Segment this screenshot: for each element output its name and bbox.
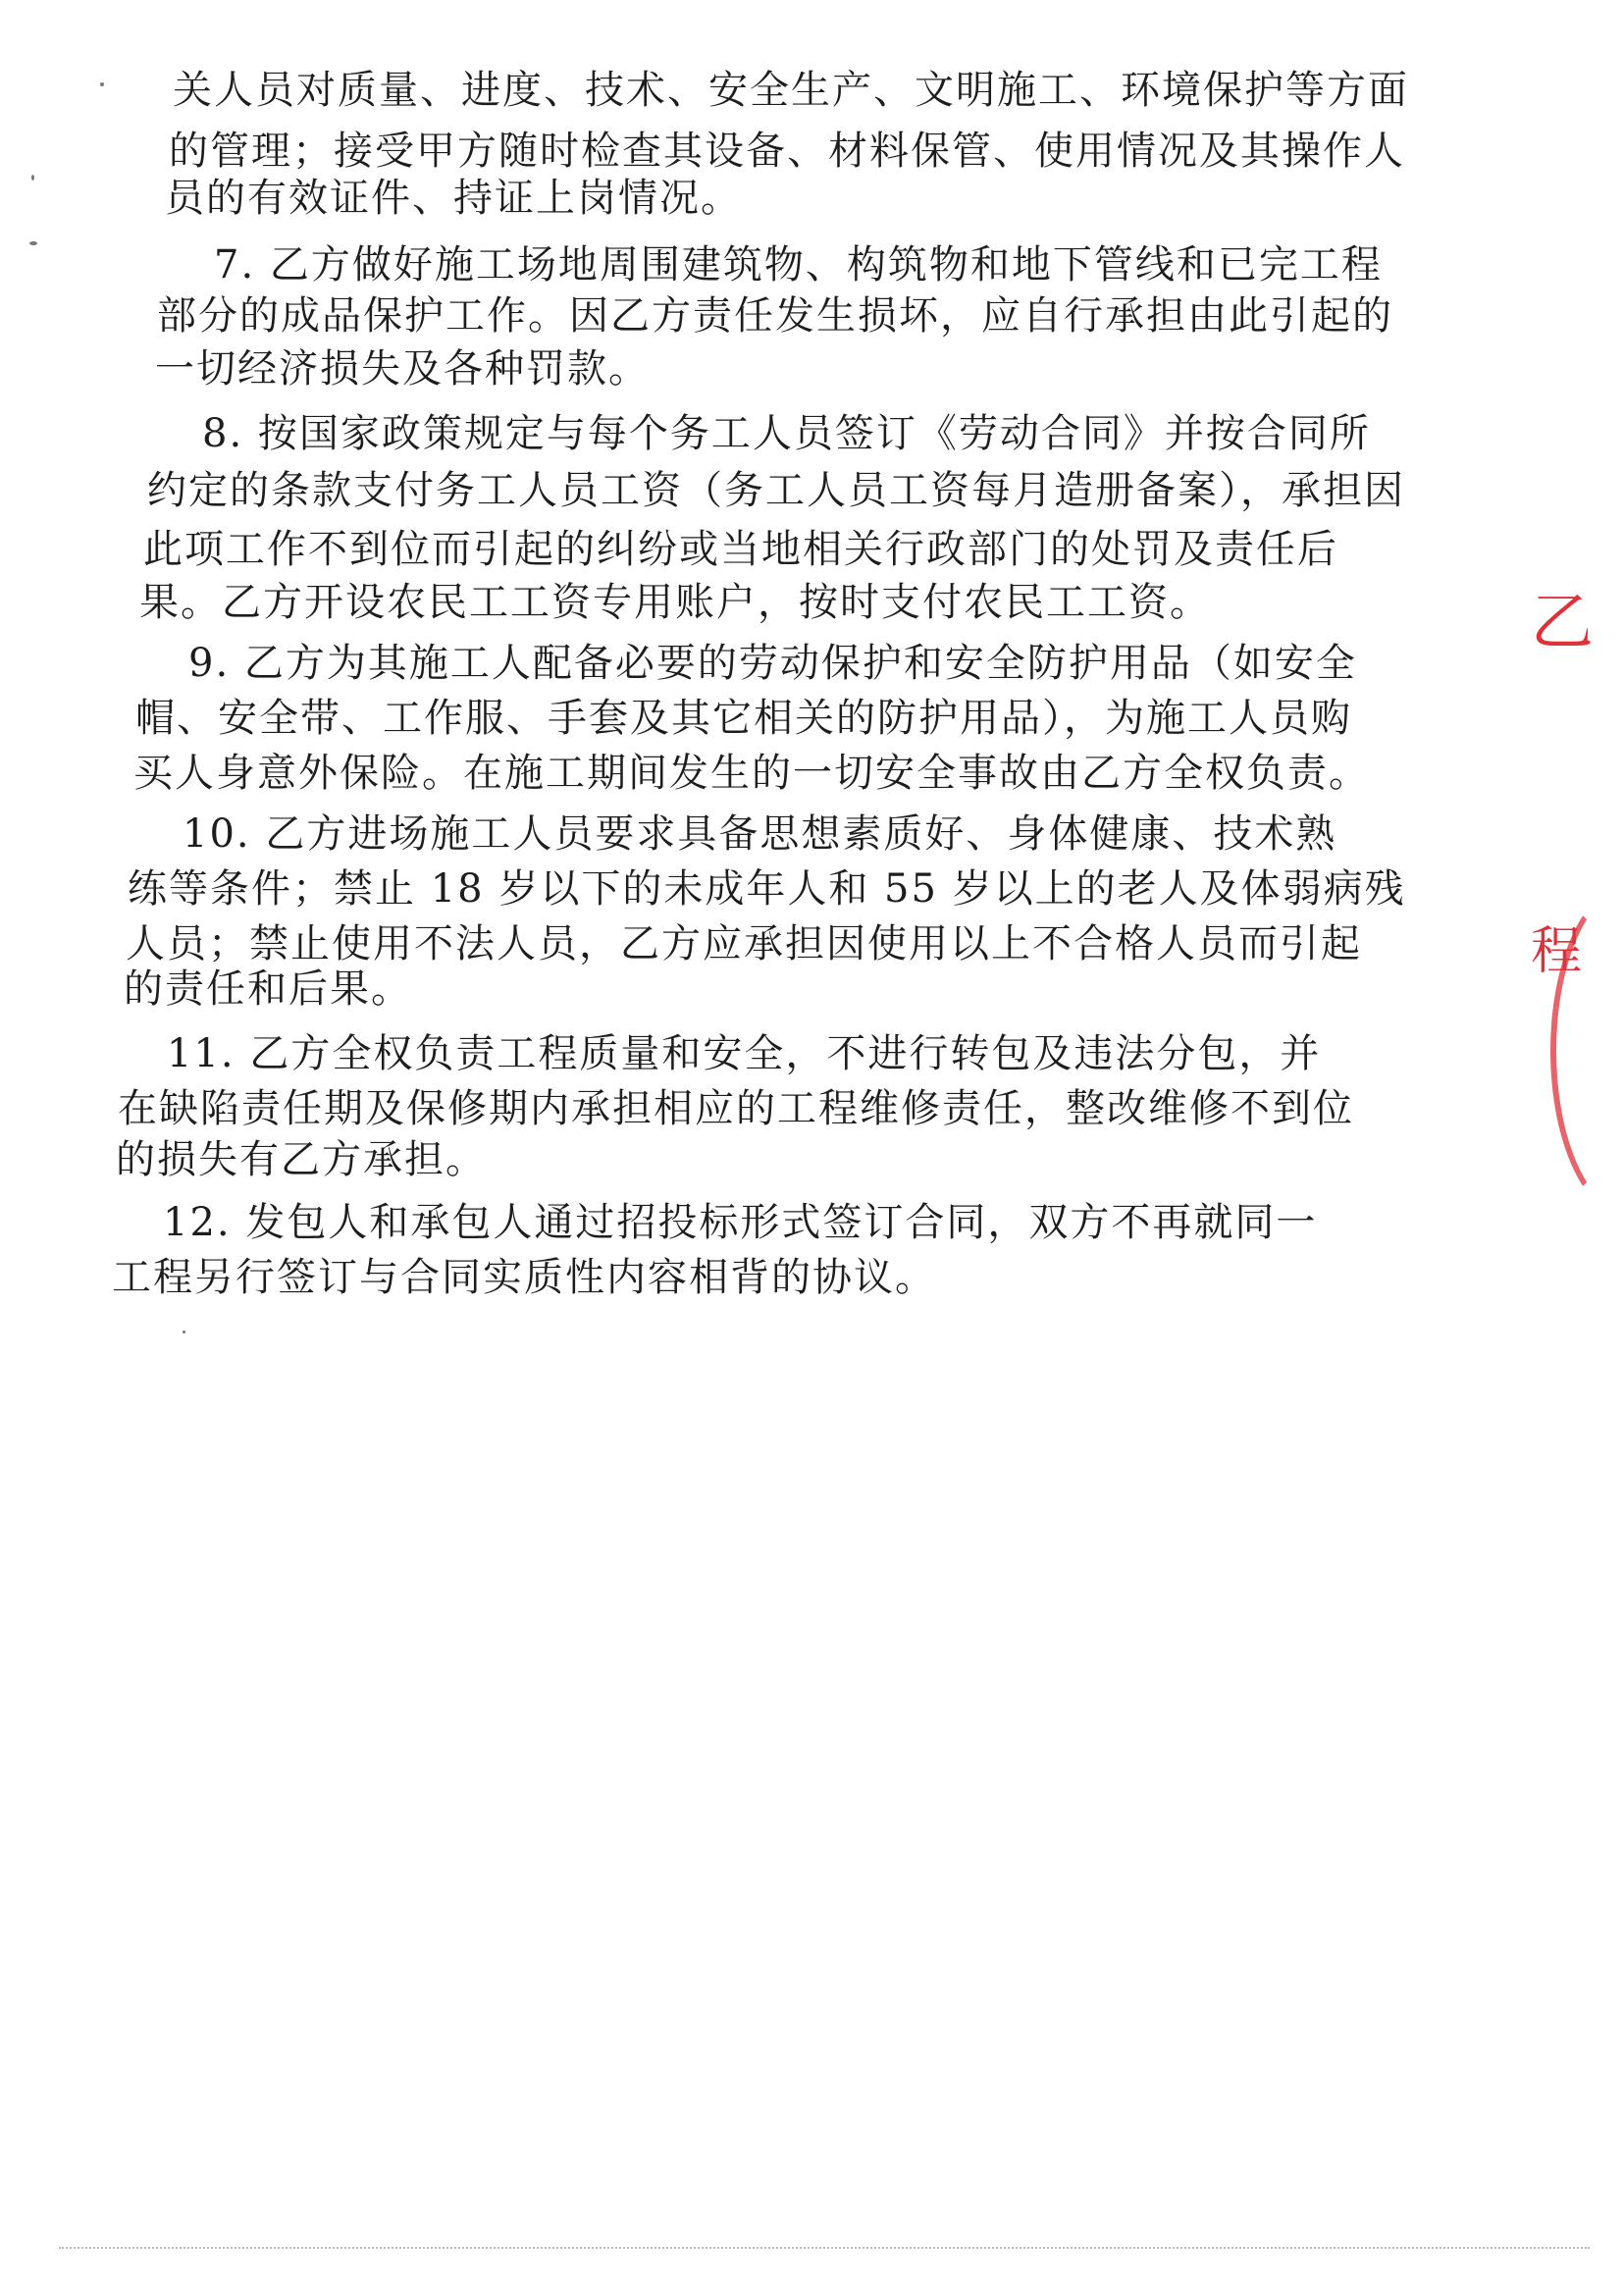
text-line-21: 12. 发包人和承包人通过招投标形式签订合同，双方不再就同一 bbox=[163, 1200, 1318, 1245]
text-line-1: 关人员对质量、进度、技术、安全生产、文明施工、环境保护等方面 bbox=[173, 68, 1409, 113]
text-line-17: 的责任和后果。 bbox=[124, 966, 412, 1012]
seal-fragment-top: 乙 bbox=[1531, 589, 1594, 657]
text-line-3: 员的有效证件、持证上岗情况。 bbox=[165, 176, 742, 221]
text-line-9: 此项工作不到位而引起的纠纷或当地相关行政部门的处罚及责任后 bbox=[143, 527, 1338, 572]
seal-fragment-mid: 程 bbox=[1531, 922, 1583, 981]
text-line-11: 9. 乙方为其施工人配备必要的劳动保护和安全防护用品（如安全 bbox=[188, 641, 1357, 686]
scan-speck bbox=[183, 1331, 185, 1333]
text-line-16: 人员；禁止使用不法人员，乙方应承担因使用以上不合格人员而引起 bbox=[126, 921, 1362, 966]
scan-speck bbox=[29, 241, 37, 245]
scan-speck bbox=[31, 175, 34, 181]
text-line-22: 工程另行签订与合同实质性内容相背的协议。 bbox=[112, 1255, 936, 1300]
text-line-19: 在缺陷责任期及保修期内承担相应的工程维修责任，整改维修不到位 bbox=[118, 1086, 1354, 1131]
text-line-13: 买人身意外保险。在施工期间发生的一切安全事故由乙方全权负责。 bbox=[133, 751, 1370, 796]
text-line-18: 11. 乙方全权负责工程质量和安全，不进行转包及违法分包，并 bbox=[167, 1031, 1322, 1076]
text-line-8: 约定的条款支付务工人员工资（务工人员工资每月造册备案），承担因 bbox=[147, 468, 1405, 513]
text-line-6: 一切经济损失及各种罚款。 bbox=[155, 346, 650, 391]
text-line-5: 部分的成品保护工作。因乙方责任发生损坏，应自行承担由此引起的 bbox=[157, 293, 1393, 339]
text-line-2: 的管理；接受甲方随时检查其设备、材料保管、使用情况及其操作人 bbox=[169, 129, 1405, 174]
page-bottom-edge bbox=[59, 2247, 1590, 2250]
text-line-15: 练等条件；禁止 18 岁以下的未成年人和 55 岁以上的老人及体弱病残 bbox=[128, 866, 1406, 912]
text-line-4: 7. 乙方做好施工场地周围建筑物、构筑物和地下管线和已完工程 bbox=[214, 242, 1383, 287]
scan-speck bbox=[100, 82, 104, 86]
text-line-12: 帽、安全带、工作服、手套及其它相关的防护用品），为施工人员购 bbox=[135, 696, 1352, 741]
text-line-20: 的损失有乙方承担。 bbox=[116, 1137, 487, 1182]
text-line-7: 8. 按国家政策规定与每个务工人员签订《劳动合同》并按合同所 bbox=[202, 411, 1371, 456]
text-line-14: 10. 乙方进场施工人员要求具备思想素质好、身体健康、技术熟 bbox=[183, 811, 1337, 857]
text-line-10: 果。乙方开设农民工工资专用账户，按时支付农民工工资。 bbox=[139, 580, 1211, 625]
